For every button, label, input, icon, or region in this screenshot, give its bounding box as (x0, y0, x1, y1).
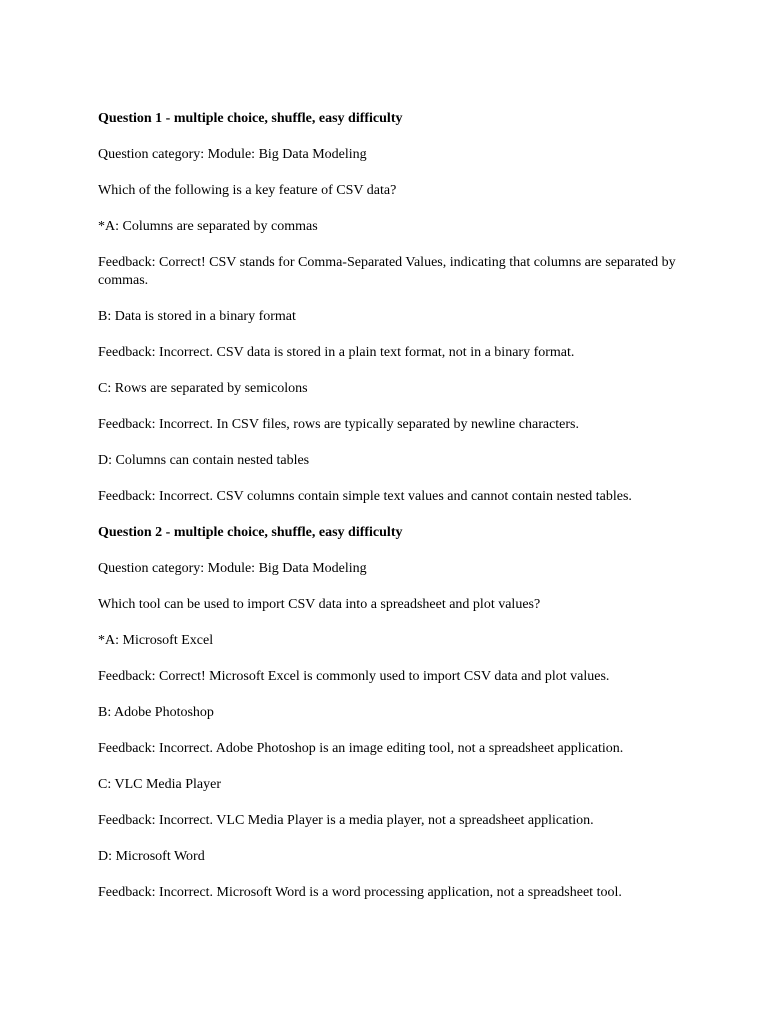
answer-option: B: Adobe Photoshop (98, 705, 214, 720)
answer-feedback: Feedback: Incorrect. Microsoft Word is a word processing application, not a spreadsheet tool. (98, 885, 622, 900)
answer-option: *A: Microsoft Excel (98, 633, 214, 648)
answer-feedback: Feedback: Incorrect. In CSV files, rows are typically separated by newline characters. (98, 417, 579, 432)
answer-option: B: Data is stored in a binary format (98, 309, 296, 324)
question-prompt: Which tool can be used to import CSV data into a spreadsheet and plot values? (98, 597, 541, 612)
question-heading: Question 2 - multiple choice, shuffle, easy difficulty (98, 525, 403, 540)
answer-option: D: Microsoft Word (98, 849, 205, 864)
answer-option: D: Columns can contain nested tables (98, 453, 310, 468)
answer-feedback: Feedback: Correct! CSV stands for Comma-Separated Values, indicating that columns are separated by commas. (98, 255, 676, 288)
answer-option: C: VLC Media Player (98, 777, 222, 792)
answer-feedback: Feedback: Incorrect. Adobe Photoshop is an image editing tool, not a spreadsheet application. (98, 741, 624, 756)
answer-feedback: Feedback: Incorrect. VLC Media Player is a media player, not a spreadsheet application. (98, 813, 594, 828)
question-2 (98, 524, 680, 902)
question-1 (98, 110, 680, 506)
answer-feedback: Feedback: Incorrect. CSV data is stored in a plain text format, not in a binary format. (98, 345, 575, 360)
question-prompt: Which of the following is a key feature of CSV data? (98, 183, 397, 198)
answer-option: *A: Columns are separated by commas (98, 219, 318, 234)
question-heading: Question 1 - multiple choice, shuffle, easy difficulty (98, 111, 403, 126)
question-category: Question category: Module: Big Data Modeling (98, 147, 367, 162)
question-category: Question category: Module: Big Data Modeling (98, 561, 367, 576)
answer-feedback: Feedback: Correct! Microsoft Excel is commonly used to import CSV data and plot values. (98, 669, 610, 684)
answer-feedback: Feedback: Incorrect. CSV columns contain simple text values and cannot contain nested tables. (98, 489, 632, 504)
answer-option: C: Rows are separated by semicolons (98, 381, 308, 396)
document-page (98, 110, 680, 920)
